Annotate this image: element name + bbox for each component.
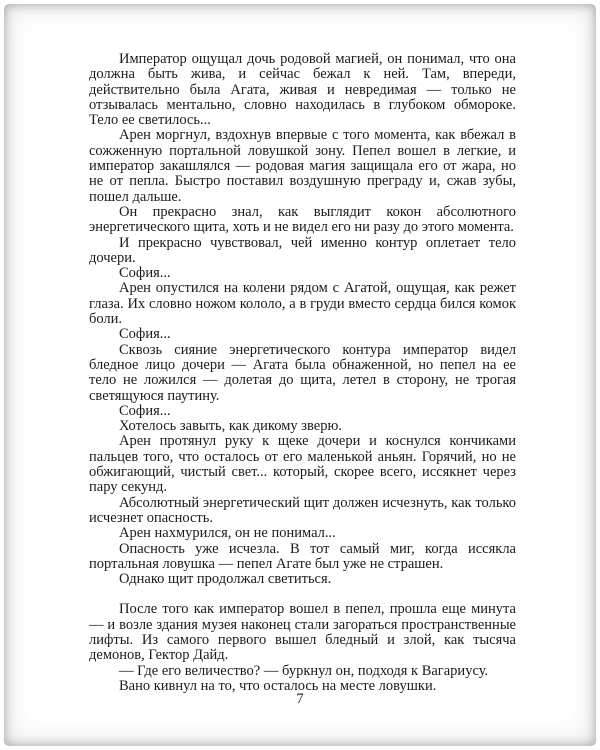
paragraph: Однако щит продолжал светиться.	[119, 571, 332, 588]
page-number: 7	[296, 691, 304, 707]
paragraph: После того как император вошел в пепел, прошла еще минута — и возле здания музея наконец стали загораться пространственные лифты. Из самого первого вышел бледный и злой, как тысяча демонов, Гектор Дайд.	[89, 601, 516, 664]
text-body	[89, 52, 516, 694]
paragraph: Арен опустился на колени рядом с Агатой, ощущая, как режет глаза. Их словно ножом кололо, а в груди вместо сердца бился комок боли.	[89, 280, 516, 328]
paragraph: Опасность уже исчезла. В тот самый миг, когда иссякла портальная ловушка — пепел Агате был уже не страшен.	[89, 540, 516, 572]
paragraph: Арен нахмурился, он не понимал...	[119, 525, 336, 542]
paragraph: Сквозь сияние энергетического контура император видел бледное лицо дочери — Агата была обнаженной, но пепел на ее тело не ложился — долетая до щита, летел в сторону, не трогая светящуюся паутину.	[89, 341, 516, 404]
paragraph: Он прекрасно знал, как выглядит кокон абсолютного энергетического щита, хоть и не видел его ни разу до этого момента.	[89, 203, 516, 236]
paragraph: Хотелось завыть, как дикому зверю.	[119, 418, 342, 435]
book-page	[4, 4, 596, 746]
paragraph: София...	[119, 265, 171, 282]
paragraph: София...	[119, 402, 171, 419]
paragraph: Император ощущал дочь родовой магией, он понимал, что она должна быть жива, и сейчас бежал к ней. Там, впереди, действительно была Агата, живая и невредимая — только не отзывалась ментально, словно находилась в глубоком обмороке. Тело ее светилось...	[89, 51, 516, 129]
paragraph: Абсолютный энергетический щит должен исчезнуть, как только исчезнет опасность.	[89, 494, 516, 526]
paragraph: Арен моргнул, вздохнув впервые с того момента, как вбежал в сожженную портальной ловушкой зону. Пепел вошел в легкие, и император закашлялся — родовая магия защищала его от жара, но не от пепла. Быстро поставил воздушную преграду и, сжав зубы, пошел дальше.	[89, 127, 516, 205]
paragraph: София...	[119, 326, 171, 343]
paragraph: Арен протянул руку к щеке дочери и коснулся кончиками пальцев того, что осталось от его маленькой аньян. Горячий, но не обжигающий, чистый свет... который, скорее всего, иссякнет через пару секунд.	[89, 433, 516, 496]
paragraph: И прекрасно чувствовал, чей именно контур оплетает тело дочери.	[89, 234, 516, 266]
paragraph: Вано кивнул на то, что осталось на месте ловушки.	[119, 677, 437, 694]
paragraph: — Где его величество? — буркнул он, подходя к Вагариусу.	[119, 662, 489, 679]
